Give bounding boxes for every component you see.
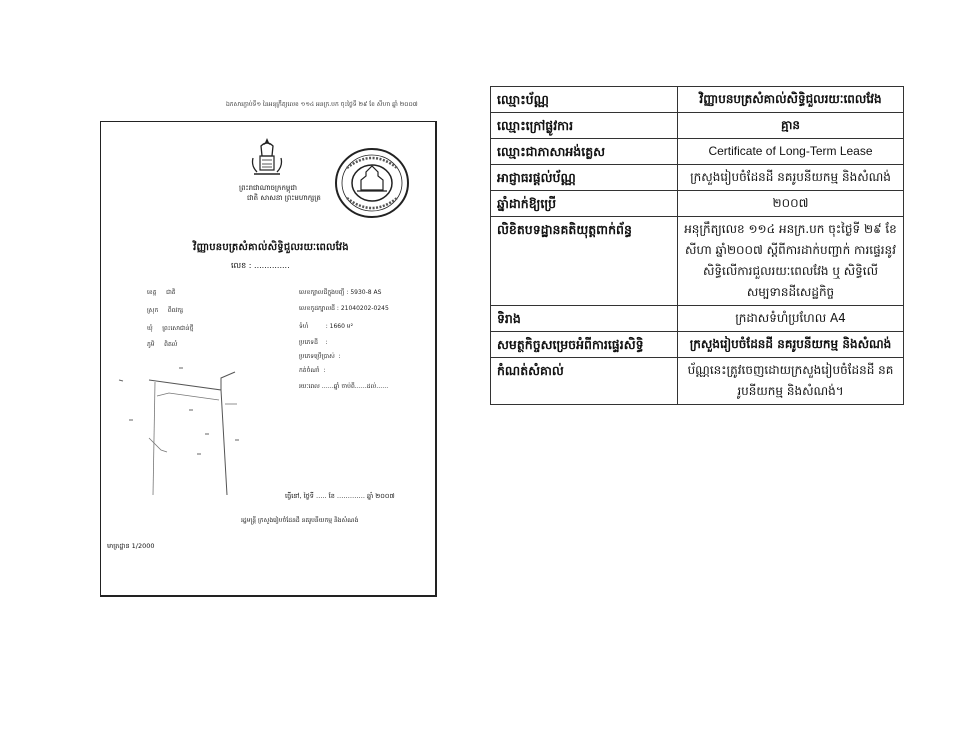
certificate-number-label: លេខ : .............. — [231, 261, 290, 270]
field-parcel-register-number: លេខក្បាលដីក្នុងបញ្ជី : 5930-8 AS — [299, 289, 382, 296]
row-value-year-introduced: ២០០៧ — [678, 191, 904, 217]
ministry-seal-icon — [333, 146, 411, 220]
row-label-remarks: កំណត់សំគាល់ — [491, 358, 678, 405]
table-row — [491, 87, 904, 113]
issue-date-line: ធ្វើនៅ, ថ្ងៃទី ….. ខែ …………. ឆ្នាំ ២០០៧ — [285, 492, 395, 500]
table-row — [491, 139, 904, 165]
table-row — [491, 113, 904, 139]
certificate-scan — [100, 121, 437, 597]
field-district: ស្រុក ពីពវក្ស — [147, 307, 183, 314]
row-value-english-name: Certificate of Long-Term Lease — [678, 139, 904, 165]
certificate-info-table — [490, 86, 904, 405]
signatory-line: រដ្ឋមន្ត្រី ក្រសួងរៀបចំដែនដី នគរូបនីយកម្ម និងសំណង់ — [241, 517, 359, 524]
field-village: ភូមិ ពិតលំ — [147, 341, 178, 348]
row-label-card-name: ឈ្មោះប័ណ្ណ — [491, 87, 678, 113]
table-row — [491, 191, 904, 217]
certificate-title: វិញ្ញាបនបត្រសំគាល់សិទ្ធិជួលរយៈពេលវែង — [193, 242, 349, 253]
table-row — [491, 217, 904, 306]
row-label-legal-instrument: លិខិតបទដ្ឋានគតិយុត្តពាក់ព័ន្ធ — [491, 217, 678, 306]
row-label-informal-name: ឈ្មោះក្រៅផ្លូវការ — [491, 113, 678, 139]
table-row — [491, 332, 904, 358]
row-value-informal-name: គ្មាន — [678, 113, 904, 139]
table-row — [491, 165, 904, 191]
motto-heading: ជាតិ សាសនា ព្រះមហាក្សត្រ — [247, 194, 321, 202]
royal-emblem-icon — [248, 136, 286, 178]
field-duration: រយៈពេល ……ឆ្នាំ ចាប់ពី……ដល់…… — [299, 383, 389, 390]
row-label-english-name: ឈ្មោះជាភាសាអង់គ្លេស — [491, 139, 678, 165]
row-value-remarks: ប័ណ្ណនេះត្រូវចេញដោយក្រសួងរៀបចំដែនដី នគរូបនីយកម្ម និងសំណង់។ — [678, 358, 904, 405]
row-label-year-introduced: ឆ្នាំដាក់ឱ្យប្រើ — [491, 191, 678, 217]
row-value-card-name: វិញ្ញាបនបត្រសំគាល់សិទ្ធិជួលរយៈពេលវែង — [678, 87, 904, 113]
row-label-issuing-authority: អាជ្ញាធរផ្ដល់ប័ណ្ណ — [491, 165, 678, 191]
row-value-format: ក្រដាសទំហំប្រហែល A4 — [678, 306, 904, 332]
row-value-transfer-authority: ក្រសួងរៀបចំដែនដី នគរូបនីយកម្ម និងសំណង់ — [678, 332, 904, 358]
table-row — [491, 306, 904, 332]
field-area: ទំហំ : 1660 ម² — [299, 323, 354, 330]
field-parcel-code: លេខកូដក្បាលដី : 21040202-0245 — [299, 305, 389, 312]
parcel-map — [109, 360, 409, 495]
row-value-issuing-authority: ក្រសួងរៀបចំដែនដី នគរូបនីយកម្ម និងសំណង់ — [678, 165, 904, 191]
field-remarks: កត់ចំណាំ : — [299, 367, 326, 374]
table-row — [491, 358, 904, 405]
row-label-transfer-authority: សមត្ថកិច្ចសម្រេចអំពីការផ្ទេរសិទ្ធិ — [491, 332, 678, 358]
row-value-legal-instrument: អនុក្រឹត្យលេខ ១១៤ អនក្រ.បក ចុះថ្ងៃទី ២៩ ខែសីហា ឆ្នាំ២០០៧ ស្ដីពីការដាក់បញ្ជាក់ ការផ្ទេរនូវសិទ្ធិលើការជួលរយៈពេលវែង ឬ សិទ្ធិលើសម្បទានដីសេដ្ឋកិច្ច — [678, 217, 904, 306]
field-province: ខេត្ត ជាតិ — [147, 289, 176, 296]
scan-header-note: ឯកសារភ្ជាប់ទី១ នៃអនុក្រឹត្យលេខ ១១៤ អនក្រ.បក ចុះថ្ងៃទី ២៩ ខែ សីហា ឆ្នាំ ២០០៧ — [226, 101, 418, 108]
row-label-format: ទិរាង — [491, 306, 678, 332]
map-scale: មាត្រដ្ឋាន 1/2000 — [107, 542, 155, 550]
kingdom-heading: ព្រះរាជាណាចក្រកម្ពុជា — [239, 184, 298, 192]
field-land-use: ប្រភេទប្រើប្រាស់ : — [299, 353, 341, 360]
field-land-type: ប្រភេទដី : — [299, 339, 328, 346]
field-commune: ឃុំ ព្រះសោជាន់ថ្មី — [147, 325, 194, 332]
